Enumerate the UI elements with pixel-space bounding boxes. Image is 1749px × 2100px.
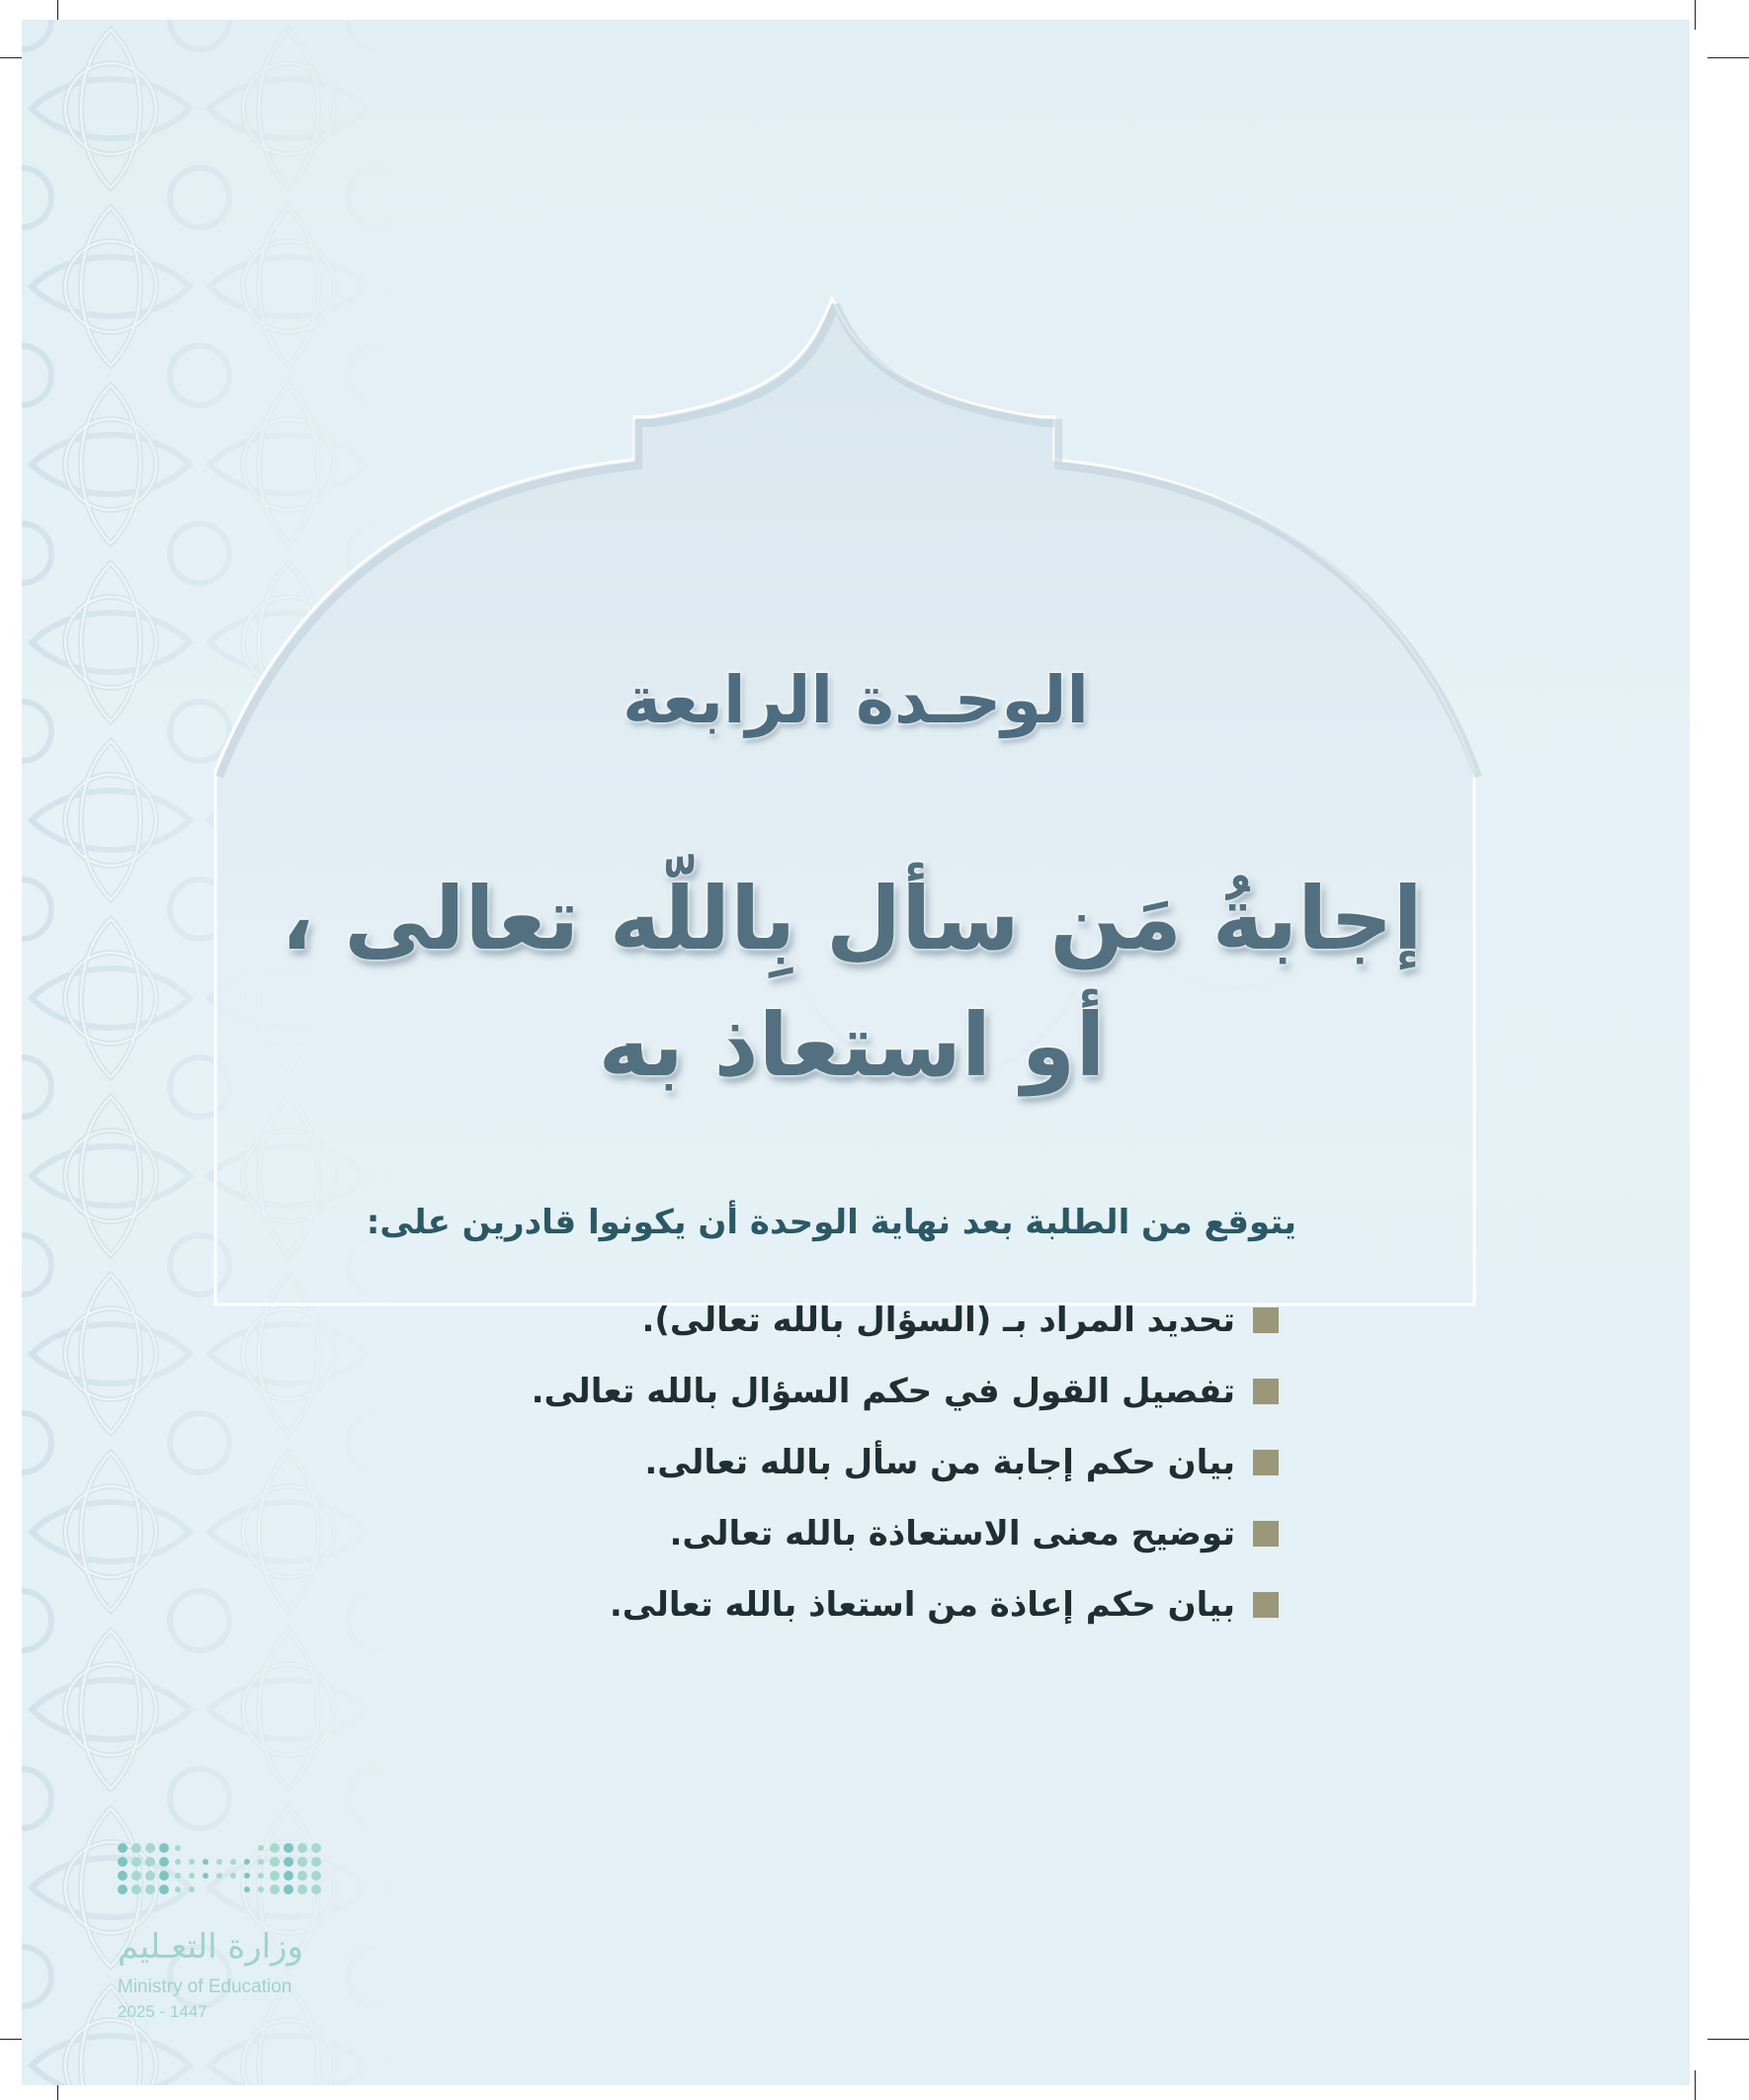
- crop-mark: [1707, 2039, 1749, 2040]
- unit-label: الوحـدة الرابعة: [622, 662, 1090, 738]
- square-bullet-icon: [1253, 1521, 1279, 1547]
- objective-item: [389, 1356, 1279, 1427]
- objective-text: بيان حكم إعاذة من استعاذ بالله تعالى.: [609, 1585, 1235, 1625]
- unit-cover-page: [22, 20, 1690, 2085]
- objective-item: [389, 1569, 1279, 1640]
- objective-item: [389, 1498, 1279, 1569]
- edition-year: 2025 - 1447: [118, 2002, 208, 2021]
- objective-item: [389, 1285, 1279, 1356]
- objectives-list: [389, 1285, 1279, 1640]
- unit-title-line-2: أو استعاذ به: [598, 994, 1106, 1096]
- objectives-intro: يتوقع من الطلبة بعد نهاية الوحدة أن يكونوا قادرين على:: [366, 1203, 1296, 1242]
- objective-text: بيان حكم إجابة من سأل بالله تعالى.: [644, 1443, 1235, 1482]
- crop-mark: [1695, 0, 1696, 30]
- crop-mark: [1695, 2070, 1696, 2100]
- square-bullet-icon: [1253, 1450, 1279, 1475]
- objective-text: توضيح معنى الاستعاذة بالله تعالى.: [669, 1514, 1235, 1554]
- objective-item: [389, 1427, 1279, 1498]
- crop-mark: [1707, 57, 1749, 58]
- square-bullet-icon: [1253, 1592, 1279, 1618]
- objective-text: تفصيل القول في حكم السؤال بالله تعالى.: [531, 1372, 1235, 1411]
- square-bullet-icon: [1253, 1379, 1279, 1404]
- objective-text: تحديد المراد بـ (السؤال بالله تعالى).: [641, 1301, 1235, 1340]
- ministry-name-ar: وزارة التعـليم: [118, 1927, 303, 1967]
- square-bullet-icon: [1253, 1307, 1279, 1333]
- unit-title: [269, 856, 1435, 1109]
- ministry-name-en: Ministry of Education: [118, 1976, 292, 1997]
- unit-title-line-1: إجابةُ مَن سأل بِاللّه تعالى ،: [281, 868, 1423, 969]
